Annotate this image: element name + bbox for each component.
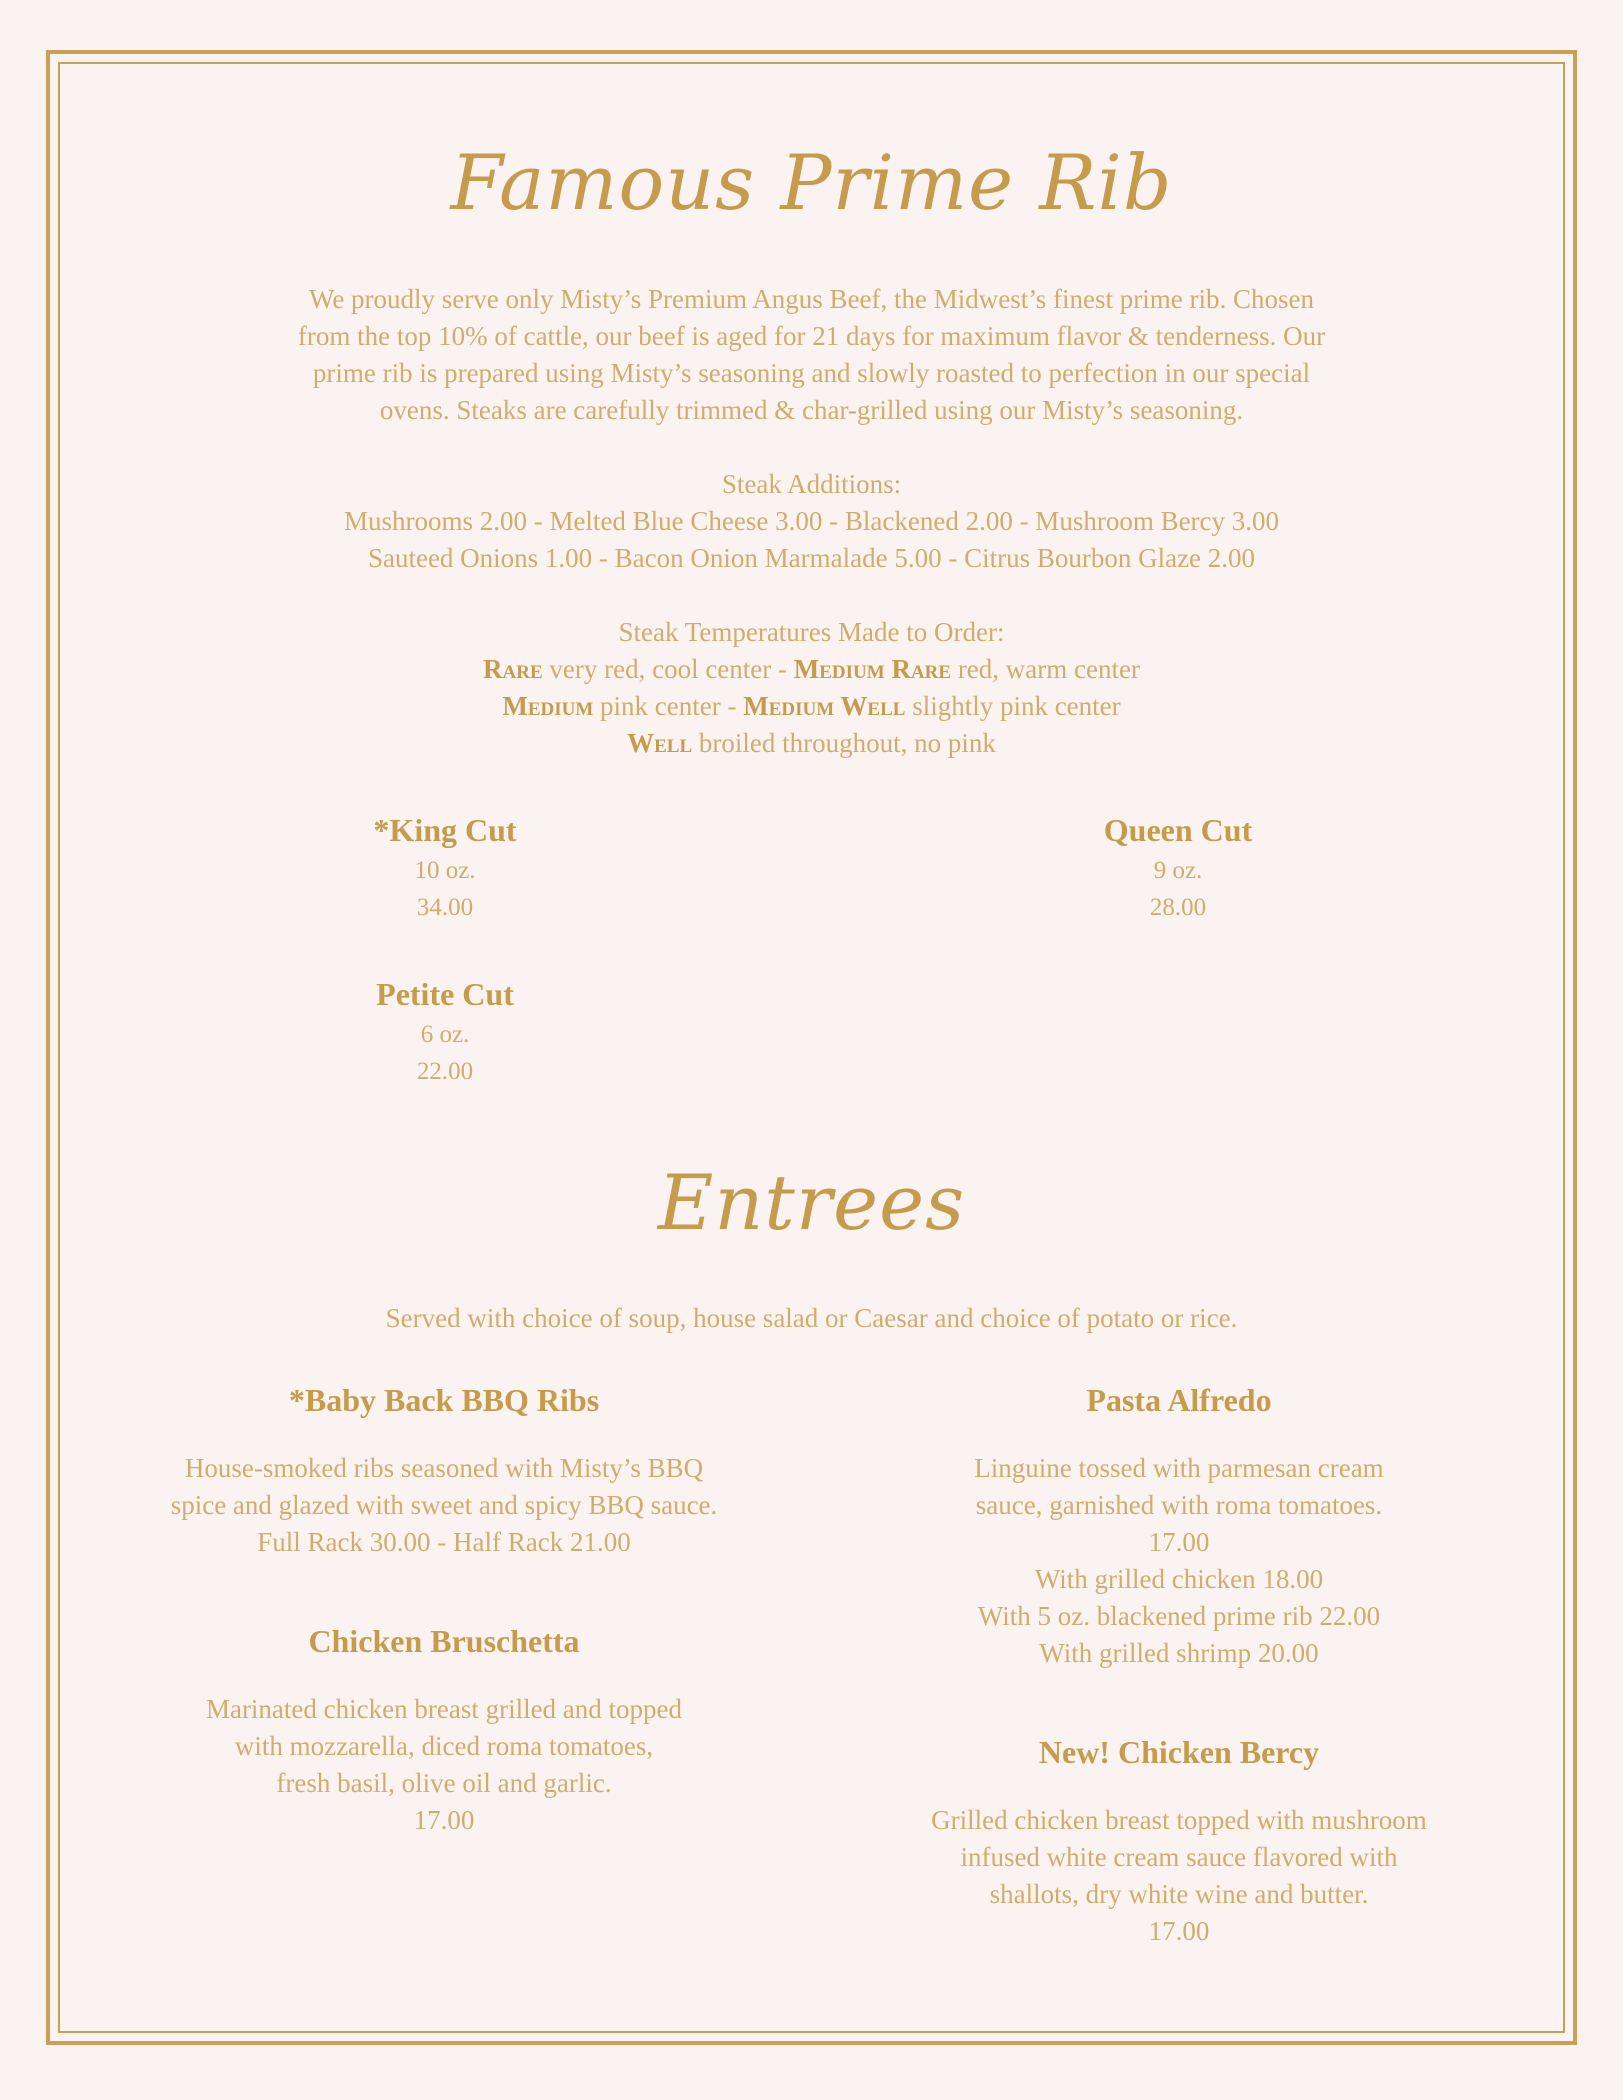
additions-heading: Steak Additions: (721, 469, 902, 499)
prime-rib-intro (230, 281, 1393, 429)
cut-price: 22.00 (416, 1058, 474, 1085)
temps-heading: Steak Temperatures Made to Order: (618, 617, 1005, 647)
entree-chicken-bercy (869, 1730, 1489, 1950)
cut-king (145, 808, 745, 926)
entree-line: With grilled chicken 18.00 (1034, 1564, 1324, 1594)
temps-line (0, 651, 1623, 688)
temp-medium-well: Medium Well (743, 691, 906, 721)
entree-pasta-alfredo (869, 1378, 1489, 1672)
entree-line: spice and glazed with sweet and spicy BBQ sauce. (170, 1490, 718, 1520)
cut-price: 28.00 (1149, 894, 1207, 921)
cut-name: Queen Cut (1103, 812, 1253, 848)
temps-line (0, 725, 1623, 762)
steak-temperatures (0, 614, 1623, 762)
entree-bbq-ribs (134, 1378, 754, 1561)
additions-line: Sauteed Onions 1.00 - Bacon Onion Marmalade 5.00 - Citrus Bourbon Glaze 2.00 (367, 543, 1256, 573)
temp-medium-rare-desc: red, warm center (951, 654, 1140, 684)
cut-size: 9 oz. (1153, 857, 1203, 884)
steak-additions (0, 466, 1623, 577)
entree-name: *Baby Back BBQ Ribs (288, 1382, 600, 1418)
entree-line: With 5 oz. blackened prime rib 22.00 (977, 1601, 1381, 1631)
temp-rare: Rare (483, 654, 543, 684)
entree-line: infused white cream sauce flavored with (960, 1842, 1398, 1872)
entree-line: 17.00 (1148, 1527, 1210, 1557)
entree-line: House-smoked ribs seasoned with Misty’s BBQ (184, 1453, 704, 1483)
cut-name: Petite Cut (376, 976, 514, 1012)
entree-line: shallots, dry white wine and butter. (989, 1879, 1369, 1909)
intro-line: We proudly serve only Misty’s Premium Angus Beef, the Midwest’s finest prime rib. Chosen (309, 284, 1314, 314)
temp-well-desc: broiled throughout, no pink (692, 728, 996, 758)
temp-well: Well (627, 728, 693, 758)
intro-line: from the top 10% of cattle, our beef is aged for 21 days for maximum flavor & tenderness. Our (297, 321, 1326, 351)
temps-line (0, 688, 1623, 725)
entree-line: With grilled shrimp 20.00 (1039, 1638, 1319, 1668)
cut-name: *King Cut (373, 812, 517, 848)
intro-line: prime rib is prepared using Misty’s seasoning and slowly roasted to perfection in our special (312, 358, 1311, 388)
entree-line: Full Rack 30.00 - Half Rack 21.00 (257, 1527, 631, 1557)
temp-medium-desc: pink center - (593, 691, 744, 721)
temp-medium-rare: Medium Rare (793, 654, 952, 684)
entree-name: Pasta Alfredo (1086, 1382, 1272, 1418)
entree-line: 17.00 (413, 1805, 475, 1835)
entree-chicken-bruschetta (134, 1619, 754, 1839)
entree-line: Marinated chicken breast grilled and topped (205, 1694, 683, 1724)
temp-medium-well-desc: slightly pink center (905, 691, 1121, 721)
entree-line: Grilled chicken breast topped with mushroom (931, 1805, 1427, 1835)
cut-size: 6 oz. (420, 1021, 470, 1048)
entree-line: with mozzarella, diced roma tomatoes, (234, 1731, 654, 1761)
intro-line: ovens. Steaks are carefully trimmed & char-grilled using our Misty’s seasoning. (379, 395, 1244, 425)
cut-price: 34.00 (416, 894, 474, 921)
entree-line: 17.00 (1148, 1916, 1210, 1946)
cut-size: 10 oz. (414, 857, 476, 884)
temp-rare-desc: very red, cool center - (542, 654, 794, 684)
additions-line: Mushrooms 2.00 - Melted Blue Cheese 3.00 - Blackened 2.00 - Mushroom Bercy 3.00 (343, 506, 1280, 536)
entree-line: sauce, garnished with roma tomatoes. (975, 1490, 1383, 1520)
entrees-title: Entrees (657, 1158, 966, 1247)
cut-queen (878, 808, 1478, 926)
entrees-note-text: Served with choice of soup, house salad or Caesar and choice of potato or rice. (385, 1303, 1238, 1333)
entrees-note (0, 1300, 1623, 1337)
entree-line: fresh basil, olive oil and garlic. (276, 1768, 612, 1798)
entree-line: Linguine tossed with parmesan cream (974, 1453, 1384, 1483)
entree-name: New! Chicken Bercy (1038, 1734, 1320, 1770)
entree-name: Chicken Bruschetta (308, 1623, 580, 1659)
prime-rib-title: Famous Prime Rib (450, 138, 1173, 227)
cut-petite (145, 972, 745, 1090)
temp-medium: Medium (502, 691, 594, 721)
